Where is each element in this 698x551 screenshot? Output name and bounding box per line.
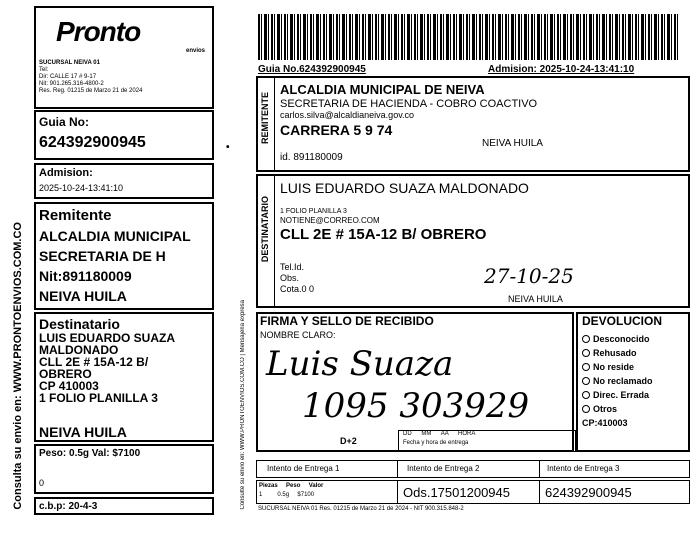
left-logo-box [34, 6, 214, 109]
radio-icon [582, 391, 590, 399]
fee-table: Piezas Peso Valor 1 0.5g $7100 [259, 483, 324, 498]
devolucion-block: DEVOLUCION Desconocido Rehusado No reside No reclamado Direc. Errada Otros CP:410003 [576, 312, 690, 452]
signature-id: 1095 303929 [302, 386, 530, 426]
radio-icon [582, 363, 590, 371]
left-guia-box [34, 110, 214, 160]
left-destinatario-box: Destinatario LUIS EDUARDO SUAZA MALDONADO CLL 2E # 15A-12 B/ OBRERO CP 410003 1 FOLIO PLANILLA 3 NEIVA HUILA [34, 312, 214, 442]
left-remitente-box: Remitente ALCALDIA MUNICIPAL SECRETARIA DE H Nit:891180009 NEIVA HUILA [34, 202, 214, 310]
remitente-side-tab: REMITENTE [258, 78, 275, 170]
devolucion-options: Desconocido Rehusado No reside No reclamado Direc. Errada Otros CP:410003 [582, 334, 653, 428]
option-no-reclamado[interactable]: No reclamado [582, 374, 653, 388]
radio-icon [582, 335, 590, 343]
destinatario-city: NEIVA HUILA [39, 424, 127, 440]
option-otros[interactable]: Otros [582, 402, 653, 416]
option-direc-errada[interactable]: Direc. Errada [582, 388, 653, 402]
guia-bottom: 624392900945 [545, 485, 632, 500]
left-cod-box: c.b.p: 20-4-3 [34, 497, 214, 515]
guia-number: 624392900945 [39, 134, 146, 151]
handwritten-date: 27-10-25 [484, 264, 574, 288]
ods-number: Ods.17501200945 [403, 485, 510, 500]
left-peso-box: Peso: 0.5g Val: $7100 0 [34, 444, 214, 494]
radio-icon [582, 405, 590, 413]
guia-label: Guia No: [39, 115, 89, 129]
destinatario-lines: LUIS EDUARDO SUAZA MALDONADO CLL 2E # 15A-12 B/ OBRERO CP 410003 1 FOLIO PLANILLA 3 [39, 331, 176, 405]
option-desconocido[interactable]: Desconocido [582, 332, 653, 346]
logo-sub: envios [186, 48, 206, 54]
fecha-box: DD MM AA HORA Fecha y hora de entrega [398, 430, 576, 452]
top-barcode [258, 14, 678, 60]
option-no-reside[interactable]: No reside [582, 360, 653, 374]
right-side-strip: Consulte su envio en: WWW.PRONTOENVIOS.COM.CO | Mensajeria expresa [240, 300, 246, 510]
branch-info: SUCURSAL NEIVA 01 Tel: Dir: CALLE 17 # 9-17 Nit: 901.265.316-4800-2 Res. Reg. 01215 de Marzo 21 de 2024 [39, 60, 143, 94]
separator-mark: • [226, 142, 230, 153]
company-logo: Pronto [56, 16, 141, 47]
remitente-lines: ALCALDIA MUNICIPAL SECRETARIA DE H Nit:891180009 NEIVA HUILA [39, 228, 191, 304]
left-admision-box: Admision: 2025-10-24-13:41:10 [34, 163, 214, 199]
left-side-url: Consulta su envio en: WWW.PRONTOENVIOS.COM.CO [12, 222, 24, 510]
destinatario-side-tab: DESTINATARIO [258, 176, 275, 306]
radio-icon [582, 377, 590, 385]
remitente-block: REMITENTE ALCALDIA MUNICIPAL DE NEIVA SECRETARIA DE HACIENDA - COBRO COACTIVO carlos.silva@alcaldianeiva.gov.co CARRERA 5 9 74 NEIVA HUILA id. 891180009 [256, 76, 690, 172]
guia-header: Guia No.624392900945 [258, 64, 366, 75]
destinatario-block: DESTINATARIO LUIS EDUARDO SUAZA MALDONADO 1 FOLIO PLANILLA 3 NOTIENE@CORREO.COM CLL 2E # 15A-12 B/ OBRERO Tel.Id. Obs. Cota.0 0 27-10-25 NEIVA HUILA [256, 174, 690, 308]
intentos-row: Intento de Entrega 1 Intento de Entrega 2 Intento de Entrega 3 [256, 460, 690, 478]
fees-row [256, 480, 690, 504]
radio-icon [582, 349, 590, 357]
firma-block: FIRMA Y SELLO DE RECIBIDO NOMBRE CLARO: Luis Suaza 1095 303929 D+2 DD MM AA HORA Fecha y hora de entrega [256, 312, 574, 452]
option-rehusado[interactable]: Rehusado [582, 346, 653, 360]
footer-text: SUCURSAL NEIVA 01 Res. 01215 de Marzo 21 de 2024 - NIT 900.315.848-2 [258, 506, 464, 512]
admision-header: Admision: 2025-10-24-13:41:10 [488, 64, 635, 75]
signature-name: Luis Suaza [266, 344, 454, 384]
